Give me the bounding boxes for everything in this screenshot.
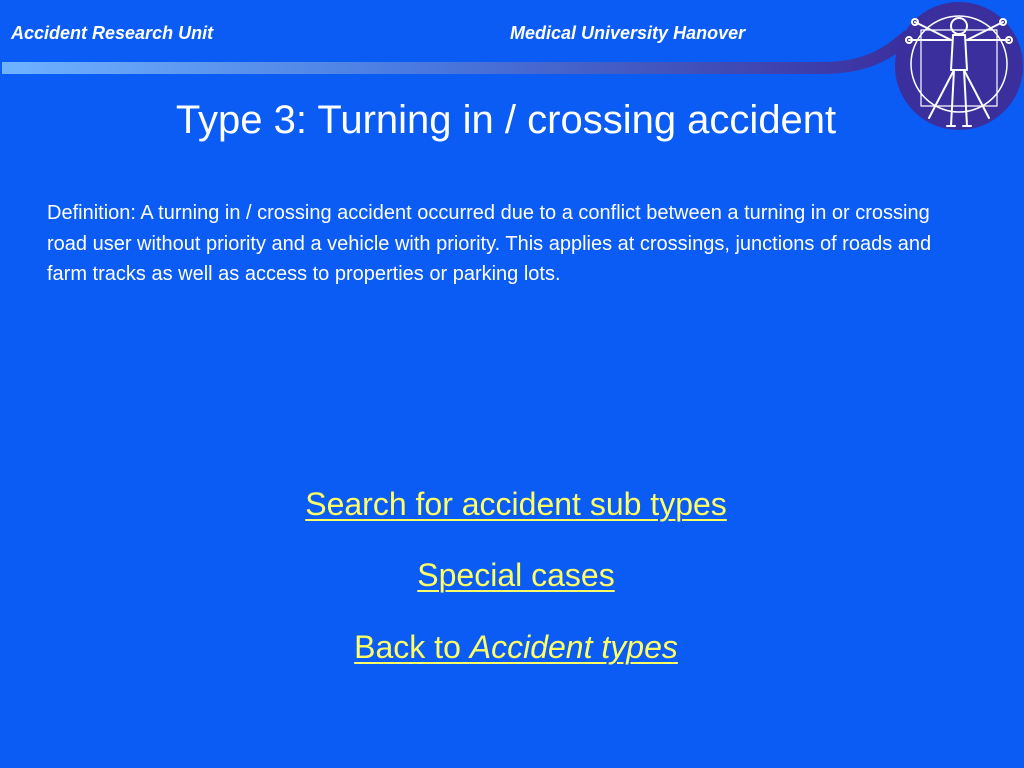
back-to-accident-types-link-row (0, 627, 1024, 667)
search-subtypes-link[interactable]: Search for accident sub types (305, 486, 727, 522)
back-prefix-text: Back to (354, 629, 470, 665)
search-subtypes-link-row (0, 484, 1024, 524)
special-cases-link-row (0, 555, 1024, 595)
header-left-text: Accident Research Unit (11, 23, 214, 43)
slide-title: Type 3: Turning in / crossing accident (175, 98, 837, 142)
back-to-accident-types-link[interactable] (354, 629, 678, 665)
special-cases-link[interactable]: Special cases (417, 557, 615, 593)
header-right-text: Medical University Hanover (510, 23, 746, 43)
definition-text: Definition: A turning in / crossing accident occurred due to a conflict between a turning in or crossing road user without priority and a vehicle with priority. This applies at crossings, junctions of roads and farm tracks as well as access to properties or parking lots. (47, 202, 932, 285)
back-target-text: Accident types (469, 629, 678, 665)
